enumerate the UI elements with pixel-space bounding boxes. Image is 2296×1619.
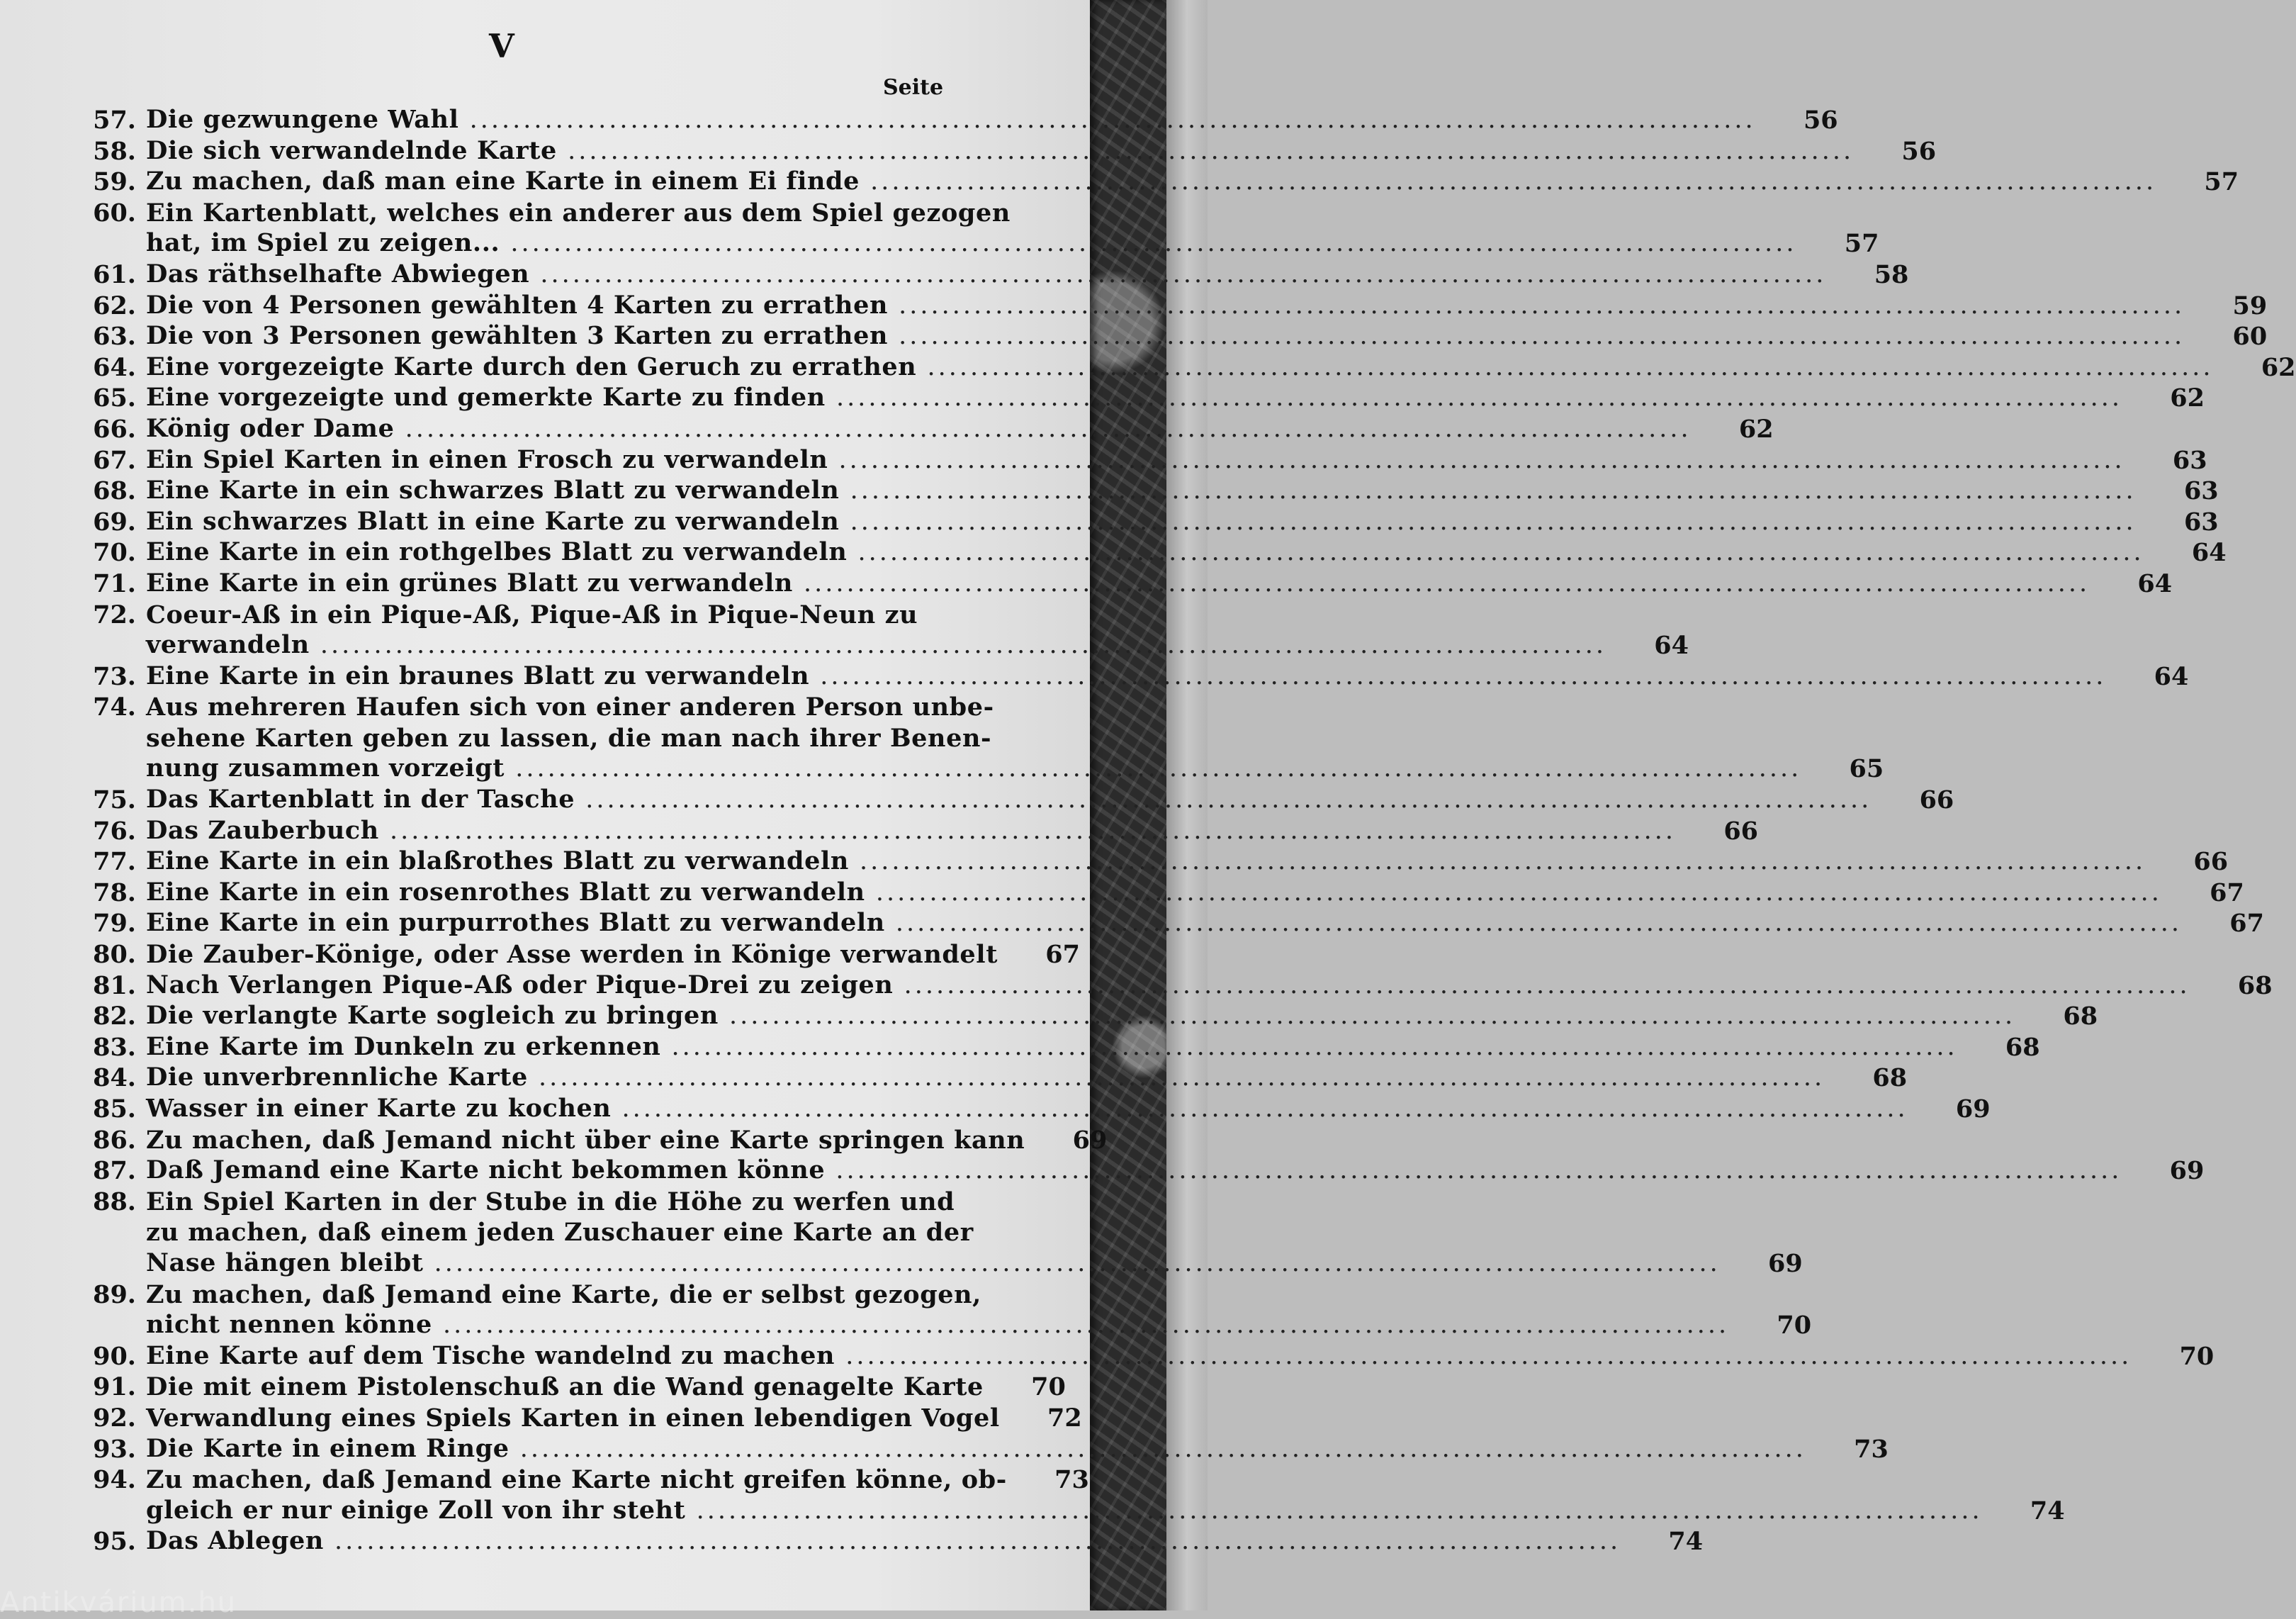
dot-leader: ........................................................................................................................	[865, 878, 2162, 907]
entry-title	[146, 1187, 955, 1218]
entry-number: 64.	[93, 352, 136, 382]
entry-title	[146, 1464, 1007, 1496]
entry-title-text: Die von 3 Personen gewählten 3 Karten zu errathen	[146, 321, 888, 351]
entry-title	[146, 1062, 1825, 1094]
entry-title-text: Eine Karte in ein rothgelbes Blatt zu verwandeln	[146, 537, 848, 567]
entry-page-number: 69	[1072, 1125, 1108, 1155]
entry-title-text: hat, im Spiel zu zeigen...	[146, 228, 500, 258]
entry-title	[146, 382, 2122, 414]
dot-leader: ........................................................................................................................	[916, 352, 2214, 381]
entry-title	[146, 753, 1801, 785]
entry-page-number: 67	[2210, 878, 2244, 907]
toc-line	[71, 661, 2189, 693]
entry-title-text: Daß Jemand eine Karte nicht bekommen könne	[146, 1155, 826, 1185]
toc-line	[71, 383, 2205, 414]
toc-line	[71, 939, 1080, 970]
entry-title	[146, 1495, 1983, 1527]
entry-title	[146, 352, 2214, 383]
entry-number: 65.	[93, 383, 136, 413]
entry-title-text: Die Karte in einem Ringe	[146, 1433, 510, 1463]
entry-title-text: Die gezwungene Wahl	[146, 105, 459, 134]
toc-line	[71, 908, 2264, 939]
entry-page-number: 69	[1955, 1094, 1991, 1124]
entry-page-number: 69	[1768, 1248, 1803, 1278]
entry-page-number: 74	[1668, 1527, 1704, 1557]
entry-page-number: 68	[1872, 1063, 1908, 1093]
entry-title	[146, 692, 994, 723]
dot-leader: ........................................................................................................................	[529, 259, 1827, 288]
entry-title-text: Das Kartenblatt in der Tasche	[146, 785, 575, 814]
entry-title	[146, 1248, 1721, 1279]
entry-title-text: gleich er nur einige Zoll von ihr steht	[146, 1495, 686, 1525]
entry-page-number: 69	[2169, 1156, 2205, 1186]
entry-title-text: Das Zauberbuch	[146, 815, 379, 845]
entry-number: 94.	[93, 1465, 136, 1495]
entry-page-number: 70	[1031, 1372, 1066, 1402]
entry-number: 57.	[93, 106, 136, 135]
toc-line	[71, 723, 992, 754]
dot-leader: ........................................................................................................................	[423, 1248, 1721, 1277]
entry-page-number: 57	[2204, 167, 2239, 197]
entry-page-number: 73	[1054, 1465, 1089, 1495]
entry-title-text: Nach Verlangen Pique-Aß oder Pique-Drei zu zeigen	[146, 970, 894, 999]
entry-page-number: 73	[1854, 1434, 1889, 1464]
entry-title	[146, 1000, 2015, 1032]
toc-line	[71, 321, 2268, 352]
entry-title-text: Ein Spiel Karten in einen Frosch zu verwandeln	[146, 444, 828, 474]
toc-line	[71, 228, 1879, 259]
toc-line	[71, 259, 1909, 291]
entry-title	[146, 198, 1011, 229]
entry-number: 78.	[93, 878, 136, 907]
entry-page-number: 63	[2172, 445, 2207, 475]
toc-line	[71, 568, 2173, 600]
entry-page-number: 58	[1874, 259, 1909, 289]
entry-number: 73.	[93, 661, 136, 691]
entry-number: 92.	[93, 1403, 136, 1433]
entry-number: 93.	[93, 1434, 136, 1464]
toc-line	[71, 1248, 1803, 1279]
entry-page-number: 65	[1849, 754, 1884, 784]
entry-title	[146, 1155, 2122, 1187]
entry-number: 66.	[93, 414, 136, 444]
entry-number: 76.	[93, 816, 136, 846]
entry-number: 87.	[93, 1156, 136, 1186]
table-of-contents	[71, 105, 2296, 1557]
entry-page-number: 63	[2183, 476, 2219, 506]
dot-leader: ........................................................................................................................	[825, 383, 2123, 413]
toc-line	[71, 537, 2227, 568]
toc-line	[71, 877, 2244, 909]
dot-leader: ........................................................................................................................	[893, 970, 2190, 999]
entry-title	[146, 846, 2146, 878]
toc-line	[71, 1403, 1082, 1434]
dot-leader: ........................................................................................................................	[378, 816, 1677, 845]
entry-title	[146, 1093, 1908, 1125]
dot-leader: ........................................................................................................................	[432, 1311, 1730, 1340]
entry-title	[146, 1372, 984, 1403]
entry-number: 62.	[93, 291, 136, 320]
entry-title-text: Coeur-Aß in ein Pique-Aß, Pique-Aß in Pique-Neun zu	[146, 600, 918, 629]
entry-title	[146, 1279, 981, 1311]
entry-title-text: Zu machen, daß Jemand nicht über eine Karte springen kann	[146, 1125, 1025, 1155]
entry-title	[146, 135, 1854, 167]
dot-leader: ........................................................................................................................	[309, 631, 1606, 660]
entry-title	[146, 475, 2137, 507]
entry-number: 59.	[93, 167, 136, 197]
entry-number: 86.	[93, 1125, 136, 1155]
toc-line	[71, 105, 1838, 136]
entry-number: 84.	[93, 1063, 136, 1093]
toc-line	[71, 413, 1774, 445]
entry-page-number: 66	[2193, 847, 2229, 877]
toc-line	[71, 198, 1011, 229]
entry-number: 79.	[93, 909, 136, 939]
entry-number: 95.	[93, 1527, 136, 1557]
entry-page-number: 68	[2237, 970, 2273, 1000]
entry-number: 75.	[93, 785, 136, 815]
entry-title-text: Eine Karte in ein rosenrothes Blatt zu verwandeln	[146, 877, 865, 907]
entry-number: 81.	[93, 970, 136, 1000]
entry-title	[146, 661, 2106, 693]
entry-title-text: Ein Kartenblatt, welches ein anderer aus dem Spiel gezogen	[146, 198, 1011, 228]
entry-title	[146, 723, 991, 754]
dot-leader: ........................................................................................................................	[888, 291, 2185, 320]
page-column-label: Seite	[883, 75, 944, 100]
entry-title-text: Die unverbrennliche Karte	[146, 1063, 528, 1092]
dot-leader: ........................................................................................................................	[718, 1002, 2016, 1031]
entry-title	[146, 228, 1796, 259]
toc-line	[71, 1464, 1089, 1496]
entry-title	[146, 877, 2162, 909]
dot-leader: ........................................................................................................................	[505, 754, 1802, 783]
entry-number: 90.	[93, 1341, 136, 1371]
entry-page-number: 74	[2030, 1496, 2065, 1525]
entry-page-number: 64	[1654, 631, 1689, 661]
dot-leader: ........................................................................................................................	[839, 507, 2137, 536]
entry-title-text: Das Ablegen	[146, 1526, 324, 1556]
entry-number: 91.	[93, 1372, 136, 1402]
entry-title-text: Zu machen, daß Jemand eine Karte, die er selbst gezogen,	[146, 1279, 981, 1309]
entry-title-text: Die sich verwandelnde Karte	[146, 135, 557, 165]
entry-title	[146, 970, 2190, 1002]
dot-leader: ........................................................................................................................	[828, 445, 2125, 474]
entry-title	[146, 629, 1606, 661]
entry-title	[146, 568, 2090, 600]
dot-leader: ........................................................................................................................	[394, 414, 1692, 443]
entry-page-number: 70	[2179, 1341, 2215, 1371]
entry-number: 77.	[93, 847, 136, 877]
toc-line	[71, 1340, 2215, 1372]
entry-title-text: Eine vorgezeigte Karte durch den Geruch zu errathen	[146, 352, 917, 381]
entry-title	[146, 907, 2182, 939]
entry-title	[146, 1340, 2132, 1372]
toc-line	[71, 1063, 1908, 1094]
entry-title-text: verwandeln	[146, 630, 310, 660]
dot-leader: ........................................................................................................................	[509, 1434, 1806, 1463]
entry-page-number: 67	[1045, 940, 1080, 970]
entry-page-number: 60	[2232, 322, 2268, 352]
entry-title	[146, 815, 1676, 847]
toc-line	[71, 290, 2268, 322]
toc-line	[71, 600, 935, 631]
entry-title	[146, 1433, 1806, 1465]
entry-number: 72.	[93, 600, 136, 629]
toc-line	[71, 167, 2239, 198]
entry-title	[146, 413, 1692, 445]
entry-page-number: 63	[2183, 507, 2219, 537]
entry-number: 63.	[93, 322, 136, 352]
toc-line	[71, 1094, 1991, 1125]
dot-leader: ........................................................................................................................	[556, 136, 1855, 165]
entry-title	[146, 784, 1872, 816]
toc-line	[71, 630, 1689, 661]
entry-title-text: Eine Karte in ein blaßrothes Blatt zu verwandeln	[146, 846, 849, 876]
entry-page-number: 62	[2261, 352, 2296, 382]
entry-page-number: 59	[2232, 291, 2268, 320]
dot-leader: ........................................................................................................................	[575, 785, 1872, 814]
entry-title-text: Nase hängen bleibt	[146, 1248, 424, 1277]
entry-page-number: 68	[2063, 1002, 2098, 1031]
toc-line	[71, 1187, 955, 1218]
toc-line	[71, 1310, 1812, 1341]
entry-page-number: 64	[2137, 568, 2173, 598]
toc-line	[71, 352, 2296, 383]
entry-page-number: 67	[2229, 909, 2264, 939]
toc-line	[71, 1433, 1889, 1465]
entry-title-text: Eine vorgezeigte und gemerkte Karte zu finden	[146, 383, 826, 413]
entry-number: 85.	[93, 1094, 136, 1124]
entry-page-number: 56	[1803, 106, 1838, 135]
entry-title-text: Aus mehreren Haufen sich von einer anderen Person unbe-	[146, 693, 994, 722]
toc-line	[71, 1372, 1066, 1403]
dot-leader: ........................................................................................................................	[809, 661, 2107, 690]
entry-title	[146, 104, 1756, 136]
toc-line	[71, 815, 1759, 847]
entry-title-text: Eine Karte in ein schwarzes Blatt zu verwandeln	[146, 476, 840, 505]
entry-title-text: Eine Karte im Dunkeln zu erkennen	[146, 1031, 661, 1061]
entry-page-number: 56	[1901, 136, 1937, 166]
entry-title-text: Eine Karte auf dem Tische wandelnd zu machen	[146, 1340, 835, 1370]
entry-title-text: zu machen, daß einem jeden Zuschauer eine Karte an der	[146, 1218, 974, 1248]
entry-title	[146, 1125, 1025, 1156]
dot-leader: ........................................................................................................................	[792, 568, 2090, 598]
entry-title-text: Eine Karte in ein purpurrothes Blatt zu verwandeln	[146, 908, 885, 938]
entry-number: 71.	[93, 568, 136, 598]
entry-page-number: 70	[1777, 1311, 1812, 1340]
entry-title-text: Zu machen, daß man eine Karte in einem Ei finde	[146, 167, 860, 196]
entry-title-text: Die mit einem Pistolenschuß an die Wand genagelte Karte	[146, 1372, 984, 1402]
entry-title-text: Eine Karte in ein braunes Blatt zu verwandeln	[146, 661, 810, 690]
entry-title	[146, 320, 2185, 352]
entry-number: 61.	[93, 259, 136, 289]
toc-line	[71, 1155, 2205, 1187]
entry-title-text: Eine Karte in ein grünes Blatt zu verwandeln	[146, 568, 793, 598]
entry-page-number: 66	[1723, 816, 1759, 846]
entry-number: 80.	[93, 940, 136, 970]
entry-title	[146, 1403, 1000, 1434]
entry-title-text: Ein Spiel Karten in der Stube in die Höhe zu werfen und	[146, 1187, 955, 1216]
dot-leader: ........................................................................................................................	[839, 476, 2137, 505]
entry-page-number: 64	[2191, 538, 2227, 568]
toc-line	[71, 506, 2219, 538]
entry-number: 69.	[93, 507, 136, 537]
entry-title	[146, 1309, 1729, 1341]
dot-leader: ........................................................................................................................	[685, 1496, 1983, 1525]
dot-leader: ........................................................................................................................	[847, 538, 2144, 567]
page-numeral: V	[489, 27, 514, 65]
dot-leader: ........................................................................................................................	[458, 106, 1756, 134]
entry-title-text: Die von 4 Personen gewählten 4 Karten zu errathen	[146, 290, 888, 320]
entry-number: 58.	[93, 136, 136, 166]
entry-page-number: 57	[1844, 229, 1879, 259]
entry-number: 70.	[93, 538, 136, 568]
dot-leader: ........................................................................................................................	[835, 1341, 2132, 1370]
entry-page-number: 64	[2154, 661, 2189, 691]
entry-number: 82.	[93, 1002, 136, 1031]
dot-leader: ........................................................................................................................	[611, 1094, 1908, 1123]
toc-line	[71, 1526, 1704, 1557]
toc-line	[71, 135, 1937, 167]
entry-page-number: 72	[1047, 1403, 1082, 1433]
toc-line	[71, 1279, 981, 1311]
toc-line	[71, 1495, 2065, 1527]
entry-title-text: Das räthselhafte Abwiegen	[146, 259, 530, 288]
entry-title-text: nicht nennen könne	[146, 1310, 432, 1340]
toc-line	[71, 846, 2229, 878]
entry-title	[146, 290, 2185, 322]
entry-number: 67.	[93, 445, 136, 475]
entry-title	[146, 1217, 974, 1248]
entry-title	[146, 166, 2156, 198]
entry-title-text: Die verlangte Karte sogleich zu bringen	[146, 1001, 719, 1031]
toc-line	[71, 444, 2207, 476]
entry-title-text: nung zusammen vorzeigt	[146, 754, 505, 783]
toc-line	[71, 785, 1954, 816]
dot-leader: ........................................................................................................................	[888, 322, 2185, 351]
entry-title	[146, 537, 2144, 568]
entry-number: 68.	[93, 476, 136, 506]
toc-line	[71, 1125, 1108, 1156]
entry-page-number: 62	[1738, 414, 1774, 444]
toc-line	[71, 970, 2273, 1002]
entry-title	[146, 600, 918, 631]
entry-page-number: 66	[1919, 785, 1954, 815]
entry-number: 60.	[93, 198, 136, 228]
toc-line	[71, 754, 1884, 785]
entry-title	[146, 1525, 1621, 1557]
dot-leader: ........................................................................................................................	[660, 1032, 1958, 1061]
entry-title-text: Zu machen, daß Jemand eine Karte nicht greifen könne, ob-	[146, 1465, 1007, 1495]
dot-leader: ........................................................................................................................	[825, 1156, 2122, 1185]
entry-page-number: 62	[2170, 383, 2205, 413]
entry-title-text: Wasser in einer Karte zu kochen	[146, 1094, 612, 1123]
entry-number: 74.	[93, 693, 136, 722]
entry-number: 83.	[93, 1032, 136, 1062]
entry-title	[146, 444, 2125, 476]
entry-title-text: sehene Karten geben zu lassen, die man nach ihrer Benen-	[146, 723, 992, 753]
dot-leader: ........................................................................................................................	[323, 1527, 1621, 1556]
toc-line	[71, 1031, 2040, 1063]
toc-line	[71, 692, 994, 723]
dot-leader: ........................................................................................................................	[884, 909, 2182, 938]
toc-line	[71, 1001, 2098, 1032]
entry-title-text: Ein schwarzes Blatt in eine Karte zu verwandeln	[146, 506, 840, 536]
entry-number: 88.	[93, 1187, 136, 1216]
dot-leader: ........................................................................................................................	[848, 847, 2146, 876]
dot-leader: ........................................................................................................................	[500, 229, 1797, 258]
entry-page-number: 68	[2005, 1032, 2040, 1062]
entry-title-text: König oder Dame	[146, 413, 395, 443]
dot-leader: ........................................................................................................................	[527, 1063, 1825, 1092]
entry-title-text: Die Zauber-Könige, oder Asse werden in Könige verwandelt	[146, 940, 998, 970]
watermark: Antikvárium.hu	[0, 1586, 237, 1619]
dot-leader: ........................................................................................................................	[859, 167, 2157, 196]
toc-line	[71, 476, 2219, 507]
entry-title	[146, 506, 2137, 538]
entry-title	[146, 939, 998, 970]
entry-title-text: Verwandlung eines Spiels Karten in einen lebendigen Vogel	[146, 1403, 1000, 1433]
entry-title	[146, 1031, 1958, 1063]
toc-line	[71, 1217, 974, 1248]
entry-number: 89.	[93, 1279, 136, 1309]
entry-title	[146, 259, 1826, 291]
